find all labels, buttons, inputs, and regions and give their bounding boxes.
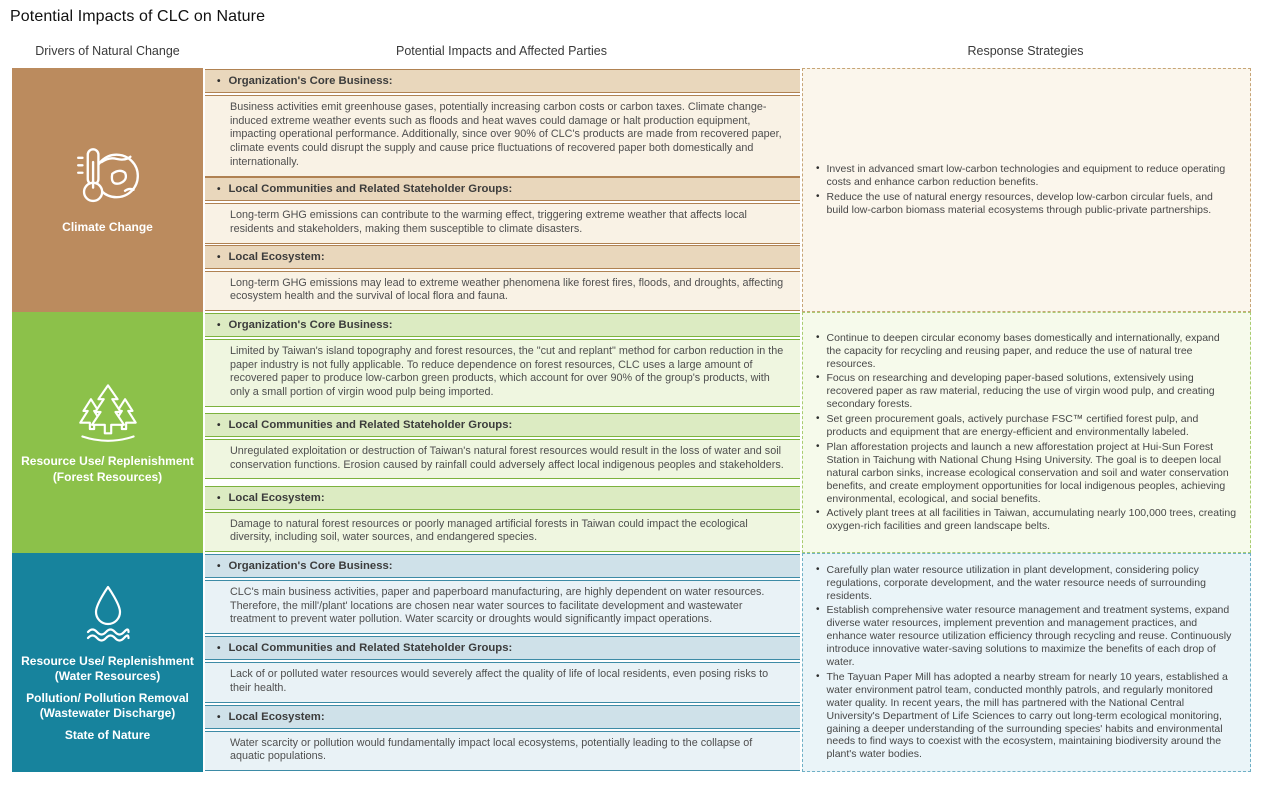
impact-heading: • Organization's Core Business: bbox=[205, 554, 800, 578]
impact-heading: • Local Communities and Related Stateholder Groups: bbox=[205, 636, 800, 660]
impact-section bbox=[205, 177, 800, 243]
response-item: • Invest in advanced smart low-carbon technologies and equipment to reduce operating costs and enhance carbon reduction benefits. bbox=[816, 163, 1226, 189]
impact-section bbox=[205, 636, 800, 702]
bullet-icon: • bbox=[816, 604, 820, 616]
driver-cell-climate-change bbox=[12, 68, 203, 312]
page-title: Potential Impacts of CLC on Nature bbox=[10, 8, 266, 25]
responses-cell-climate-change bbox=[802, 68, 1251, 312]
driver-label: State of Nature bbox=[64, 727, 151, 742]
response-item: • Carefully plan water resource utilization in plant development, considering policy regulations, corporate development, and the water resource needs of surrounding residents. bbox=[816, 563, 1206, 602]
impact-section bbox=[205, 245, 800, 311]
table-column-headers bbox=[12, 44, 1251, 58]
response-item: • Plan afforestation projects and launch a new afforestation project at Hui-Sun Forest Station in Taichung with National Chung Hsing University. The goal is to deepen local natural carbon sinks, increase ecological conservation and soil and water conservation benefits, and create employment opportunities for local indigenous peoples, achieving environmental, ecological, and social benefits. bbox=[816, 440, 1229, 505]
impact-body: Long-term GHG emissions may lead to extreme weather phenomena like forest fires, floods, and droughts, affecting ecosystem health and the survival of local flora and fauna. bbox=[205, 271, 800, 311]
bullet-icon: • bbox=[816, 191, 820, 202]
response-item: • Set green procurement goals, actively purchase FSC™ certified forest pulp, and products and equipment that are energy-efficient and environmentally labeled. bbox=[816, 413, 1199, 439]
impacts-cell-forest-resources bbox=[203, 312, 800, 553]
responses-cell-water-resources bbox=[802, 553, 1251, 772]
bullet-icon: • bbox=[816, 163, 820, 175]
bullet-icon: • bbox=[816, 372, 820, 384]
response-item: • The Tayuan Paper Mill has adopted a nearby stream for nearly 10 years, established a water environment patrol team, conducted monthly patrols, and regularly monitored water quality. In recent years, the mill has partnered with the National Central University's Department of Life Sciences to carry out long-term ecological monitoring, gaining a deeper understanding of the surrounding species' habits and environmental needs to find ways to coexist with the ecosystem, maintaining biodiversity around the plant's water bodies. bbox=[816, 670, 1228, 761]
impact-heading: • Organization's Core Business: bbox=[205, 69, 800, 93]
bullet-icon: • bbox=[217, 76, 221, 87]
responses-cell-forest-resources bbox=[802, 312, 1251, 553]
response-item: • Continue to deepen circular economy bases domestically and internationally, expand the capacity for recycling and reusing paper, and reduce the use of natural tree resources. bbox=[816, 331, 1220, 370]
impact-body: Limited by Taiwan's island topography and forest resources, the "cut and replant" method for carbon reduction in the paper industry is not fully applicable. To reduce dependence on forest resources, CLC uses a large amount of recovered paper to produce low-carbon green products, which account for over 90% of the group's products, with only a small portion of virgin wood pulp being imported. bbox=[205, 339, 800, 407]
impact-heading: • Organization's Core Business: bbox=[205, 313, 800, 337]
impact-body: Water scarcity or pollution would fundamentally impact local ecosystems, potentially leading to the collapse of aquatic populations. bbox=[205, 731, 800, 771]
driver-label: Resource Use/ Replenishment (Forest Resources) bbox=[21, 453, 194, 484]
impact-body: Long-term GHG emissions can contribute to the warming effect, triggering extreme weather that affects local residents and stakeholders, making them susceptible to climate disasters. bbox=[205, 203, 800, 243]
driver-labels bbox=[20, 654, 195, 744]
water-drop-icon bbox=[72, 582, 144, 644]
bullet-icon: • bbox=[217, 711, 221, 723]
impact-section bbox=[205, 486, 800, 552]
response-list bbox=[816, 332, 1237, 534]
bullet-icon: • bbox=[217, 420, 221, 431]
impact-section bbox=[205, 69, 800, 177]
response-item: • Reduce the use of natural energy resources, develop low-carbon circular fuels, and build low-carbon biomass material ecosystems through public-private partnerships. bbox=[816, 191, 1213, 216]
driver-labels bbox=[62, 220, 153, 236]
impact-body: Unregulated exploitation or destruction of Taiwan's natural forest resources would result in the loss of water and soil conservation functions. Erosion caused by rainfall could adversely affect local indigenous peoples and stakeholders. bbox=[205, 439, 800, 479]
impact-section bbox=[205, 313, 800, 407]
bullet-icon: • bbox=[217, 492, 221, 504]
impacts-cell-water-resources bbox=[203, 553, 800, 772]
impact-heading: • Local Communities and Related Stateholder Groups: bbox=[205, 413, 800, 437]
response-list bbox=[816, 564, 1237, 762]
bullet-icon: • bbox=[217, 320, 221, 331]
forest-trees-icon bbox=[69, 380, 147, 444]
response-item: • Focus on researching and developing paper-based solutions, extensively using recovered paper as raw material, reducing the use of virgin wood pulp, and creating secondary forests. bbox=[816, 372, 1215, 411]
impact-heading: • Local Communities and Related Stateholder Groups: bbox=[205, 177, 800, 201]
impacts-cell-climate-change bbox=[203, 68, 800, 312]
driver-cell-water-resources bbox=[12, 553, 203, 772]
bullet-icon: • bbox=[217, 643, 221, 655]
bullet-icon: • bbox=[816, 507, 820, 519]
driver-cell-forest-resources bbox=[12, 312, 203, 553]
driver-labels bbox=[20, 454, 195, 485]
driver-label: Pollution/ Pollution Removal (Wastewater Discharge) bbox=[26, 690, 189, 721]
impact-body: Business activities emit greenhouse gases, potentially increasing carbon costs or carbon taxes. Climate change-induced extreme weather events such as floods and heat waves could damage or halt production equipment, impacting operational performance. Additionally, since over 90% of CLC's products are made from recovered paper, climate events could disrupt the supply and cause price fluctuations of recovered paper both domestically and internationally. bbox=[205, 95, 800, 177]
response-item: • Actively plant trees at all facilities in Taiwan, accumulating nearly 100,000 trees, creating oxygen-rich facilities and green landscape belts. bbox=[816, 507, 1237, 533]
column-header-impacts: Potential Impacts and Affected Parties bbox=[395, 44, 607, 58]
impact-heading: • Local Ecosystem: bbox=[205, 245, 800, 269]
impact-body: CLC's main business activities, paper and paperboard manufacturing, are highly dependent on water resources. Therefore, the mill'/plant' locations are chosen near water sources to facilitate development and wastewater treatment to prevent water pollution. Water scarcity or droughts would significantly impact operations. bbox=[205, 580, 800, 634]
bullet-icon: • bbox=[217, 561, 221, 572]
impact-section bbox=[205, 554, 800, 634]
impact-heading: • Local Ecosystem: bbox=[205, 486, 800, 510]
impact-body: Lack of or polluted water resources would severely affect the quality of life of local residents, even posing risks to their health. bbox=[205, 662, 800, 702]
column-header-drivers: Drivers of Natural Change bbox=[35, 44, 180, 58]
bullet-icon: • bbox=[816, 413, 820, 425]
bullet-icon: • bbox=[217, 251, 221, 263]
bullet-icon: • bbox=[816, 440, 820, 452]
response-item: • Establish comprehensive water resource management and treatment systems, expand diverse water resources, implement prevention and management practices, and enhance water resource utilization efficiency through recycling and reuse. Continuously introduce innovative water-saving solutions to maximize the benefits of each drop of water. bbox=[816, 604, 1232, 669]
column-header-responses: Response Strategies bbox=[967, 44, 1084, 58]
impacts-table bbox=[12, 68, 1251, 772]
impact-section bbox=[205, 705, 800, 771]
bullet-icon: • bbox=[816, 331, 820, 343]
bullet-icon: • bbox=[816, 670, 820, 682]
impact-body: Damage to natural forest resources or poorly managed artificial forests in Taiwan could impact the ecological diversity, including soil, water sources, and endangered species. bbox=[205, 512, 800, 552]
driver-label: Resource Use/ Replenishment (Water Resources) bbox=[21, 653, 194, 684]
thermometer-globe-icon bbox=[69, 144, 147, 210]
response-list bbox=[816, 163, 1237, 217]
bullet-icon: • bbox=[816, 563, 820, 575]
bullet-icon: • bbox=[217, 184, 221, 196]
impact-section bbox=[205, 413, 800, 479]
impact-heading: • Local Ecosystem: bbox=[205, 705, 800, 729]
driver-label: Climate Change bbox=[62, 220, 153, 235]
